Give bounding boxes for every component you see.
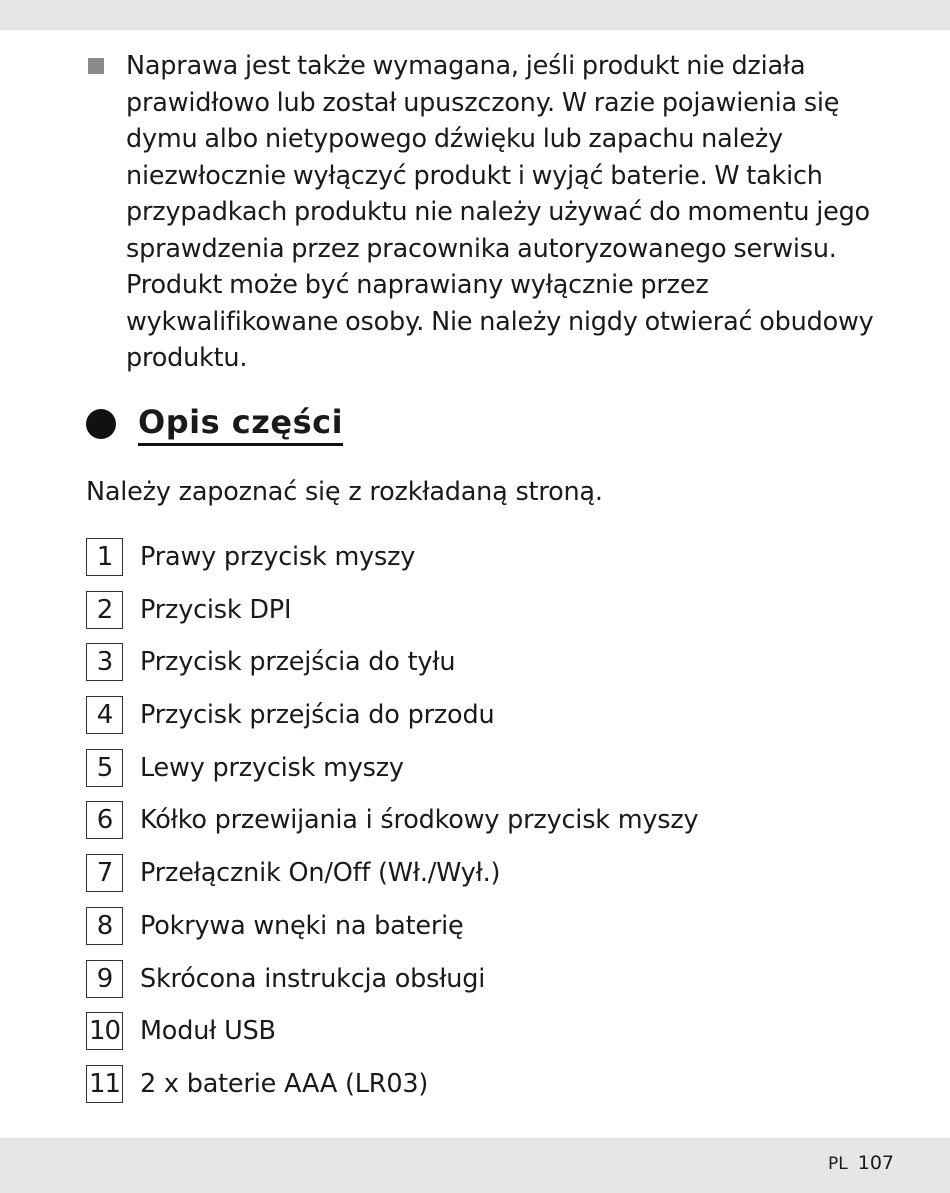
part-label: Przycisk przejścia do tyłu (140, 647, 456, 678)
page-footer (828, 1148, 894, 1179)
part-label: Pokrywa wnęki na baterię (140, 910, 464, 941)
part-number: 10 (86, 1012, 123, 1050)
part-item (86, 1065, 698, 1103)
part-label: Skrócona instrukcja obsługi (140, 963, 486, 994)
top-band (0, 0, 950, 30)
part-label: Lewy przycisk myszy (140, 752, 404, 783)
part-number: 8 (86, 907, 123, 945)
section-heading (86, 402, 343, 446)
part-number: 2 (86, 591, 123, 629)
warning-bullet (88, 48, 878, 377)
section-intro: Należy zapoznać się z rozkładaną stroną. (86, 477, 603, 507)
language-code: PL (828, 1154, 848, 1174)
part-label: Prawy przycisk myszy (140, 542, 416, 572)
part-item (86, 907, 698, 945)
part-number: 6 (86, 801, 123, 839)
warning-text: Naprawa jest także wymagana, jeśli produkt nie działa prawidłowo lub został upuszczony. W razie pojawienia się dymu albo nietypowego dźwięku lub zapachu należy niezwłocznie wyłączyć produkt i wyjąć baterie. W takich przypadkach produktu nie należy używać do momentu jego sprawdzenia przez pracownika autoryzowanego serwisu. Produkt może być naprawiany wyłącznie przez wykwalifikowane osoby. Nie należy nigdy otwierać obudowy produktu. (126, 51, 874, 373)
part-item (86, 1012, 698, 1050)
part-item (86, 643, 698, 681)
circle-bullet-icon (86, 409, 116, 439)
part-number: 1 (86, 538, 123, 576)
part-item (86, 749, 698, 787)
part-label: Przycisk przejścia do przodu (140, 700, 495, 731)
part-number: 5 (86, 749, 123, 787)
part-item (86, 801, 698, 839)
part-number: 9 (86, 960, 123, 998)
part-label: 2 x baterie AAA (LR03) (140, 1068, 429, 1099)
part-number: 11 (86, 1065, 123, 1103)
part-label: Przycisk DPI (140, 594, 292, 625)
part-label: Moduł USB (140, 1016, 276, 1047)
square-bullet-icon (88, 58, 104, 74)
part-item (86, 960, 698, 998)
part-label: Kółko przewijania i środkowy przycisk myszy (140, 805, 699, 836)
part-label: Przełącznik On/Off (Wł./Wył.) (140, 858, 501, 889)
section-title: Opis części (138, 402, 343, 446)
part-number: 7 (86, 854, 123, 892)
part-item (86, 854, 698, 892)
bottom-band (0, 1138, 950, 1193)
part-number: 4 (86, 696, 123, 734)
part-item (86, 696, 698, 734)
parts-list (86, 538, 698, 1118)
page-number: 107 (857, 1152, 894, 1174)
part-number: 3 (86, 643, 123, 681)
part-item (86, 591, 698, 629)
part-item (86, 538, 698, 576)
